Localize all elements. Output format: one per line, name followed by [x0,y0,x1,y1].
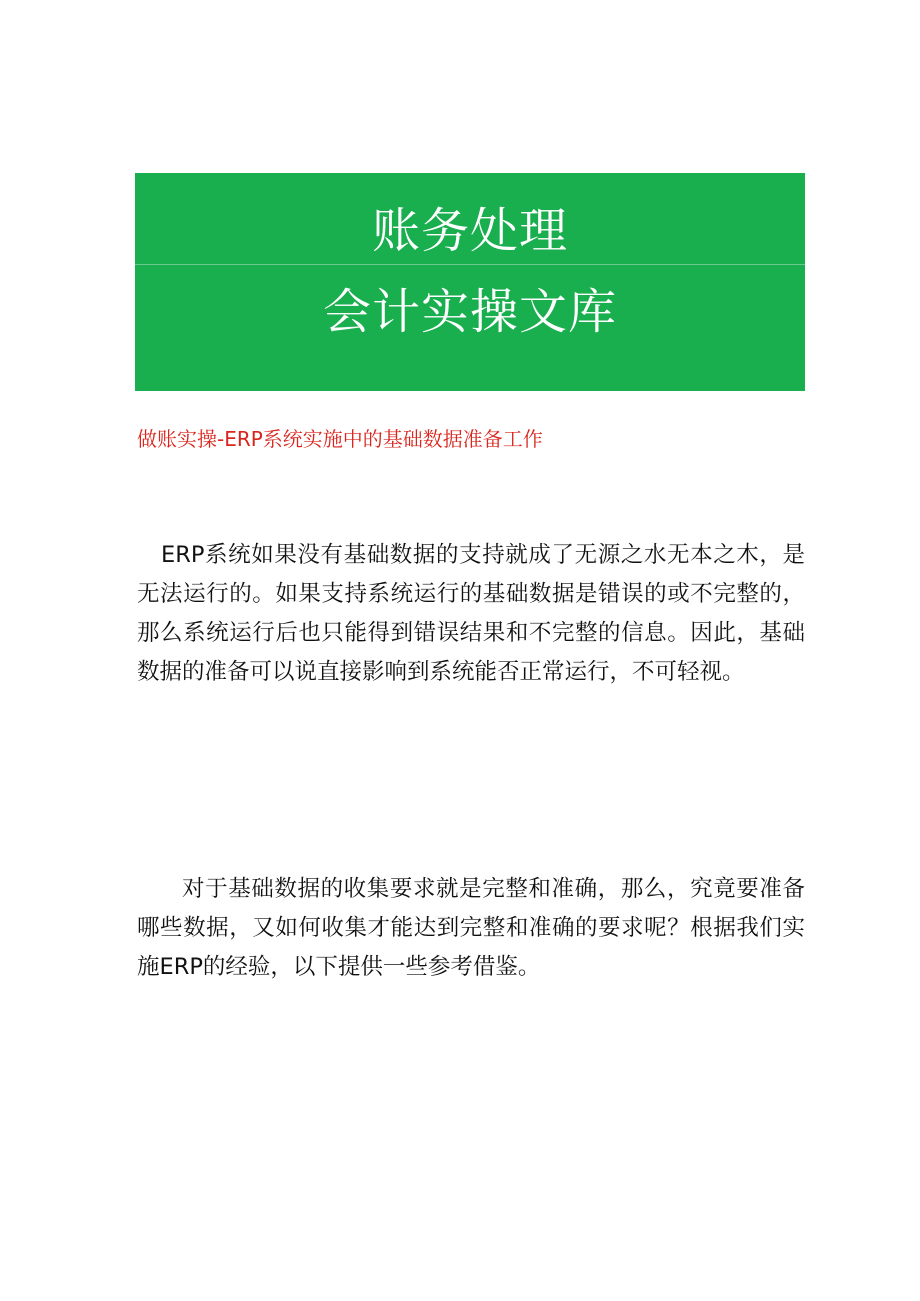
paragraph-intro: ERP系统如果没有基础数据的支持就成了无源之水无本之木，是无法运行的。如果支持系统运行的基础数据是错误的或不完整的，那么系统运行后也只能得到错误结果和不完整的信息。因此，基础数据的准备可以说直接影响到系统能否正常运行，不可轻视。 [137,542,805,685]
banner-divider [135,264,805,265]
banner-title: 账务处理 [371,203,568,259]
document-title: 做账实操-ERP系统实施中的基础数据准备工作 [137,427,543,451]
header-banner [135,173,805,391]
banner-subtitle: 会计实操文库 [322,284,617,340]
paragraph-requirements: 对于基础数据的收集要求就是完整和准确，那么，究竟要准备哪些数据，又如何收集才能达到完整和准确的要求呢？根据我们实施ERP的经验，以下提供一些参考借鉴。 [137,876,805,980]
